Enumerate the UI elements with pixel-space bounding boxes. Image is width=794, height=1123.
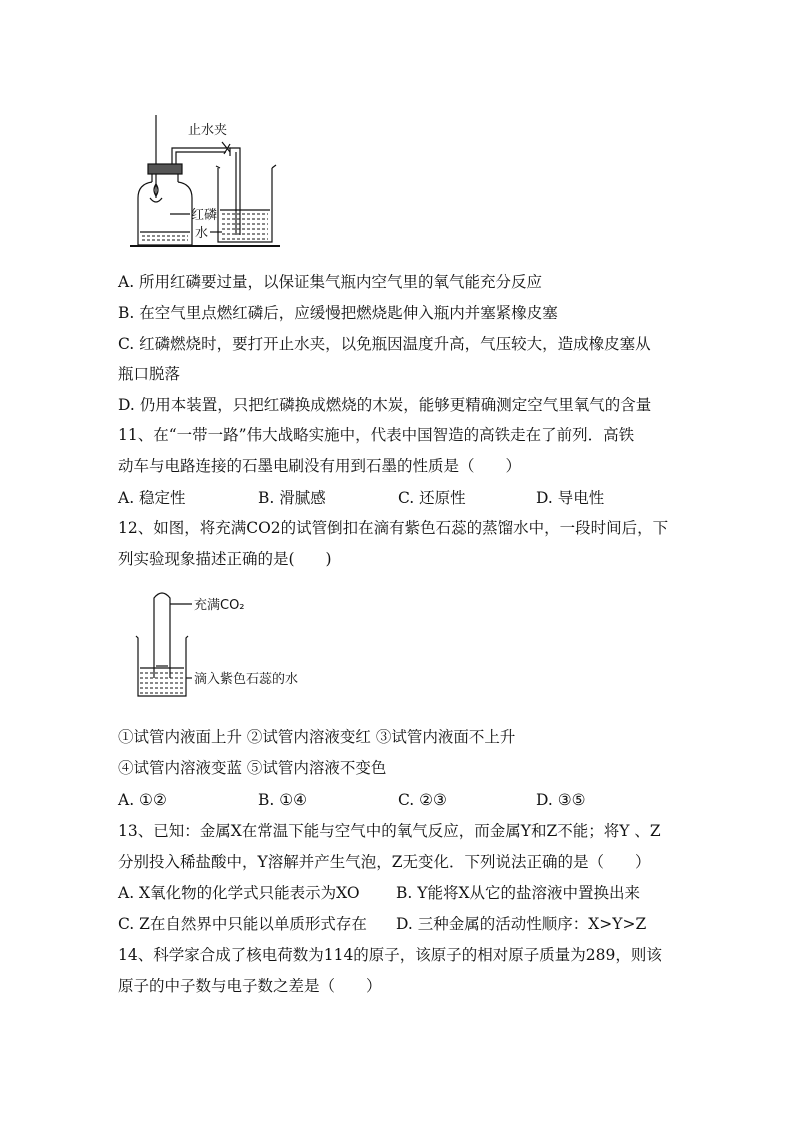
q11-option-d: D. 导电性 (536, 489, 605, 507)
figure-co2-test-tube (132, 588, 332, 703)
q11-option-c: C. 还原性 (398, 489, 466, 507)
label-water: 水 (195, 226, 209, 241)
q10-option-d: D. 仍用本装置，只把红磷换成燃烧的木炭，能够更精确测定空气里氧气的含量 (118, 396, 652, 414)
q13-option-b: B. Y能将X从它的盐溶液中置换出来 (396, 884, 641, 902)
q10-option-b: B. 在空气里点燃红磷后，应缓慢把燃烧匙伸入瓶内并塞紧橡皮塞 (118, 304, 558, 322)
q12-option-c: C. ②③ (398, 791, 447, 809)
q13-option-d: D. 三种金属的活动性顺序：X>Y>Z (396, 915, 647, 933)
q12-stem-line2: 列实验现象描述正确的是( ) (118, 550, 332, 568)
label-co2: 充满CO₂ (194, 598, 245, 613)
label-clamp: 止水夹 (188, 123, 228, 138)
q10-option-a: A. 所用红磷要过量，以保证集气瓶内空气里的氧气能充分反应 (118, 273, 543, 291)
q13-stem-line1: 13、已知：金属X在常温下能与空气中的氧气反应，而金属Y和Z不能；将Y 、Z (118, 822, 661, 840)
q12-option-a: A. ①② (118, 791, 167, 809)
q11-stem-line1: 11、在“一带一路”伟大战略实施中，代表中国智造的高铁走在了前列．高铁 (118, 426, 635, 444)
q12-statements-line2: ④试管内溶液变蓝 ⑤试管内溶液不变色 (118, 759, 387, 777)
q12-stem-line1: 12、如图，将充满CO2的试管倒扣在滴有紫色石蕊的蒸馏水中，一段时间后，下 (118, 519, 669, 537)
q13-option-c: C. Z在自然界中只能以单质形式存在 (118, 915, 367, 933)
label-phosphorus: 红磷 (191, 208, 218, 223)
q13-option-a: A. X氧化物的化学式只能表示为XO (118, 884, 360, 902)
q11-stem-line2: 动车与电路连接的石墨电刷没有用到石墨的性质是（ ） (118, 457, 522, 475)
q11-option-b: B. 滑腻感 (258, 489, 326, 507)
figure-phosphorus-apparatus (130, 110, 310, 250)
q11-option-a: A. 稳定性 (118, 489, 186, 507)
q10-option-c-line1: C. 红磷燃烧时，要打开止水夹，以免瓶因温度升高，气压较大，造成橡皮塞从 (118, 335, 651, 353)
q14-stem-line2: 原子的中子数与电子数之差是（ ） (118, 977, 382, 995)
q13-stem-line2: 分别投入稀盐酸中，Y溶解并产生气泡，Z无变化．下列说法正确的是（ ） (118, 853, 651, 871)
q14-stem-line1: 14、科学家合成了核电荷数为114的原子，该原子的相对原子质量为289，则该 (118, 946, 662, 964)
label-litmus-water: 滴入紫色石蕊的水 (194, 672, 299, 687)
q10-option-c-line2: 瓶口脱落 (118, 365, 181, 383)
q12-option-d: D. ③⑤ (536, 791, 586, 809)
q12-option-b: B. ①④ (258, 791, 308, 809)
q12-statements-line1: ①试管内液面上升 ②试管内溶液变红 ③试管内液面不上升 (118, 728, 516, 746)
